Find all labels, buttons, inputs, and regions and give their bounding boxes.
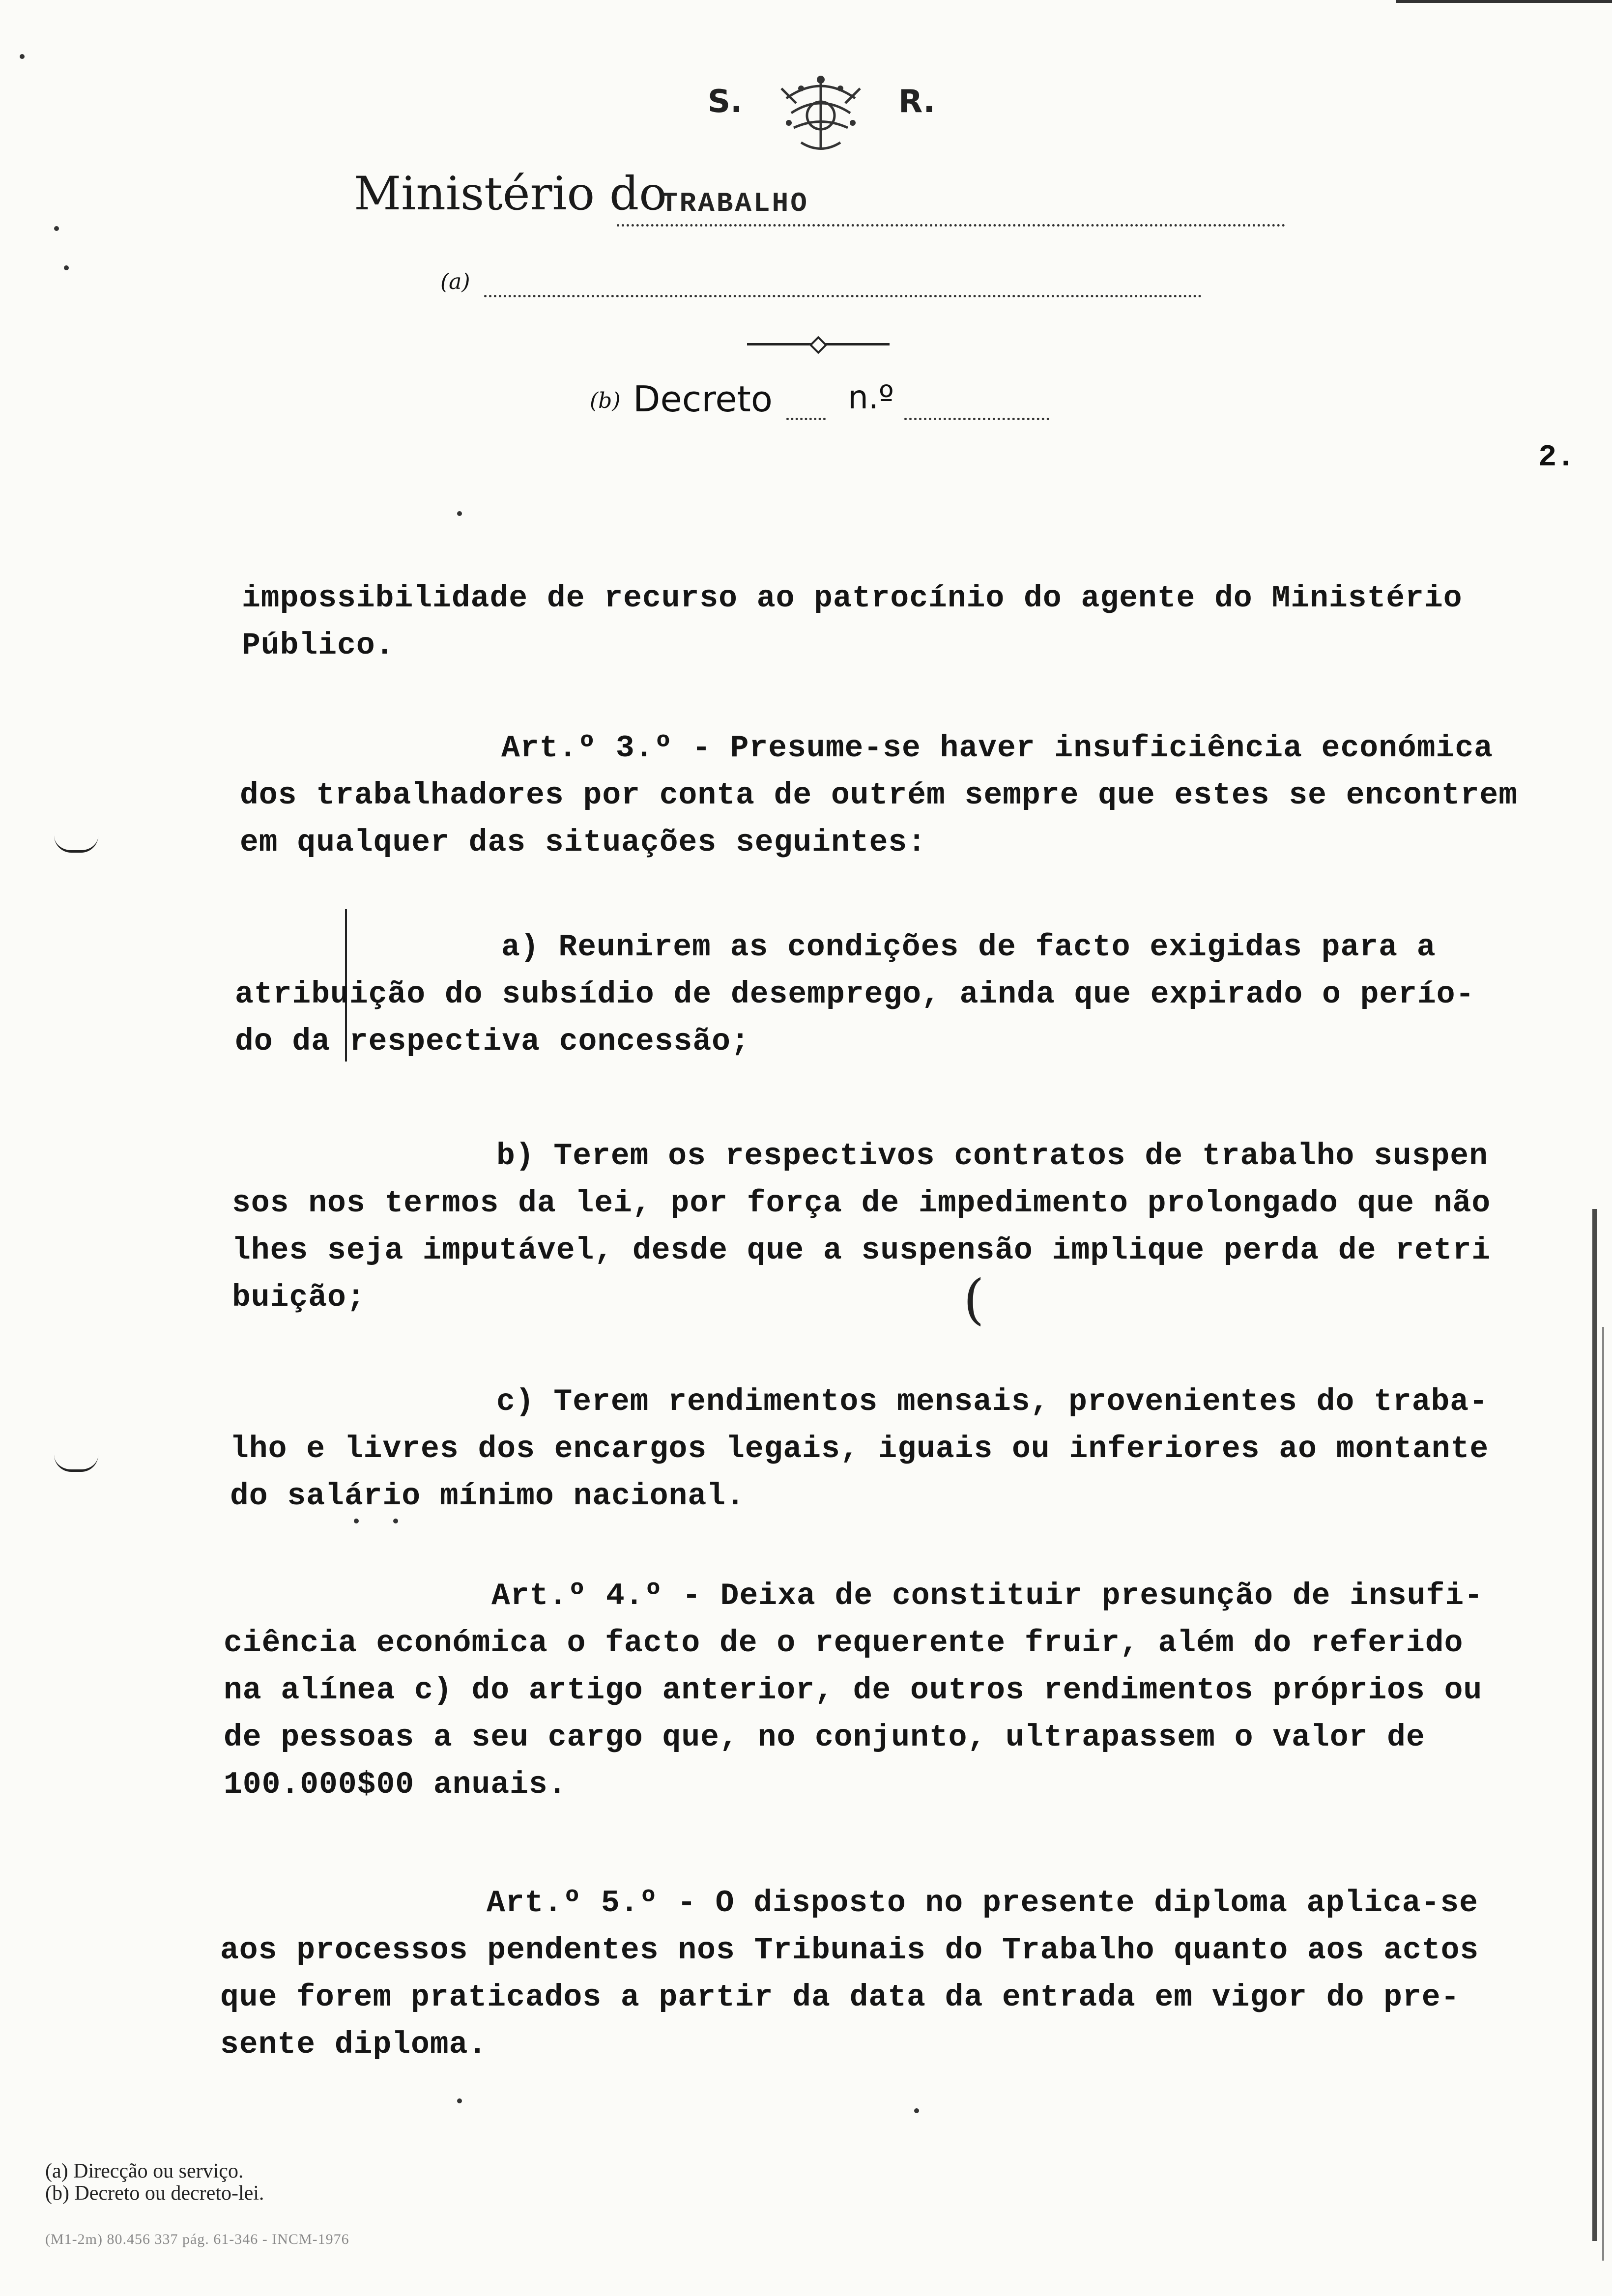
scan-speck [457, 511, 462, 516]
decreto-dotted-line [786, 418, 826, 420]
numero-dotted-line [904, 418, 1049, 420]
letterhead-right-initial: R. [898, 84, 935, 120]
text-line: em qualquer das situações seguintes: [240, 825, 927, 860]
text-line: buição; [232, 1280, 366, 1315]
text-line: 100.000$00 anuais. [224, 1767, 567, 1802]
text-line: - O disposto no presente diploma aplica-se [658, 1886, 1478, 1921]
letterhead-left-initial: S. [708, 84, 743, 120]
item-a [0, 924, 1612, 1065]
article-3-heading: Art.º 3.º [501, 731, 673, 766]
field-a-dotted-line [484, 295, 1202, 297]
text-line: aos processos pendentes nos Tribunais do Trabalho quanto aos actos [220, 1933, 1479, 1968]
article-4 [0, 1573, 1612, 1808]
article-5 [0, 1880, 1612, 2068]
field-a-label: (a) [440, 269, 470, 294]
ministry-name: TRABALHO [661, 188, 809, 219]
text-line: do salário mínimo nacional. [230, 1479, 745, 1514]
article-3 [0, 725, 1612, 866]
text-line: atribuição do subsídio de desemprego, ainda que expirado o perío- [235, 977, 1475, 1012]
scan-speck [457, 2098, 462, 2103]
numero-label: n.º [848, 378, 894, 416]
text-line: - Presume-se haver insuficiência económica [673, 731, 1493, 766]
ministry-label: Ministério do [354, 167, 667, 221]
article-4-heading: Art.º 4.º [491, 1578, 663, 1613]
scan-edge-rule [1396, 0, 1612, 3]
footnote-a: (a) Direcção ou serviço. [45, 2160, 244, 2182]
ministry-dotted-line [617, 224, 1285, 227]
text-line: lho e livres dos encargos legais, iguais ou inferiores ao montante [230, 1432, 1489, 1466]
text-line: a) Reunirem as condições de facto exigidas para a [501, 930, 1436, 965]
paragraph-continuation [0, 575, 1612, 669]
text-line: dos trabalhadores por conta de outrém sempre que estes se encontrem [240, 778, 1518, 813]
coat-of-arms-icon [767, 69, 875, 157]
footnote-b: (b) Decreto ou decreto-lei. [45, 2182, 264, 2205]
text-line: ciência económica o facto de o requerente fruir, além do referido [224, 1626, 1464, 1661]
scan-speck [20, 54, 25, 59]
page-number: 2. [1538, 440, 1575, 475]
print-code: (M1-2m) 80.456 337 pág. 61-346 - INCM-1976 [45, 2231, 349, 2247]
scan-speck [914, 2108, 919, 2113]
text-line: de pessoas a seu cargo que, no conjunto, ultrapassem o valor de [224, 1720, 1425, 1755]
text-line: do da respectiva concessão; [235, 1024, 750, 1059]
text-line: lhes seja imputável, desde que a suspensão implique perda de retri [232, 1233, 1491, 1268]
text-line: que forem praticados a partir da data da entrada em vigor do pre- [220, 1980, 1460, 2015]
header-divider-ornament [809, 336, 828, 354]
item-b [0, 1133, 1612, 1321]
text-line: impossibilidade de recurso ao patrocínio do agente do Ministério [242, 581, 1463, 616]
scan-speck [64, 265, 69, 270]
article-5-heading: Art.º 5.º [487, 1886, 659, 1921]
text-line: na alínea c) do artigo anterior, de outros rendimentos próprios ou [224, 1673, 1483, 1708]
text-line: sente diploma. [220, 2027, 488, 2062]
text-line: c) Terem rendimentos mensais, provenientes do traba- [496, 1384, 1488, 1419]
decreto-label: Decreto [633, 378, 773, 420]
field-b-label: (b) [590, 388, 621, 413]
scan-speck [54, 226, 59, 231]
text-line: Público. [242, 628, 395, 663]
text-line: sos nos termos da lei, por força de impedimento prolongado que não [232, 1186, 1491, 1221]
item-c [0, 1378, 1612, 1520]
text-line: - Deixa de constituir presunção de insufi- [663, 1578, 1483, 1613]
text-line: b) Terem os respectivos contratos de trabalho suspen [496, 1139, 1488, 1174]
stray-pen-mark: ( [963, 1268, 984, 1331]
